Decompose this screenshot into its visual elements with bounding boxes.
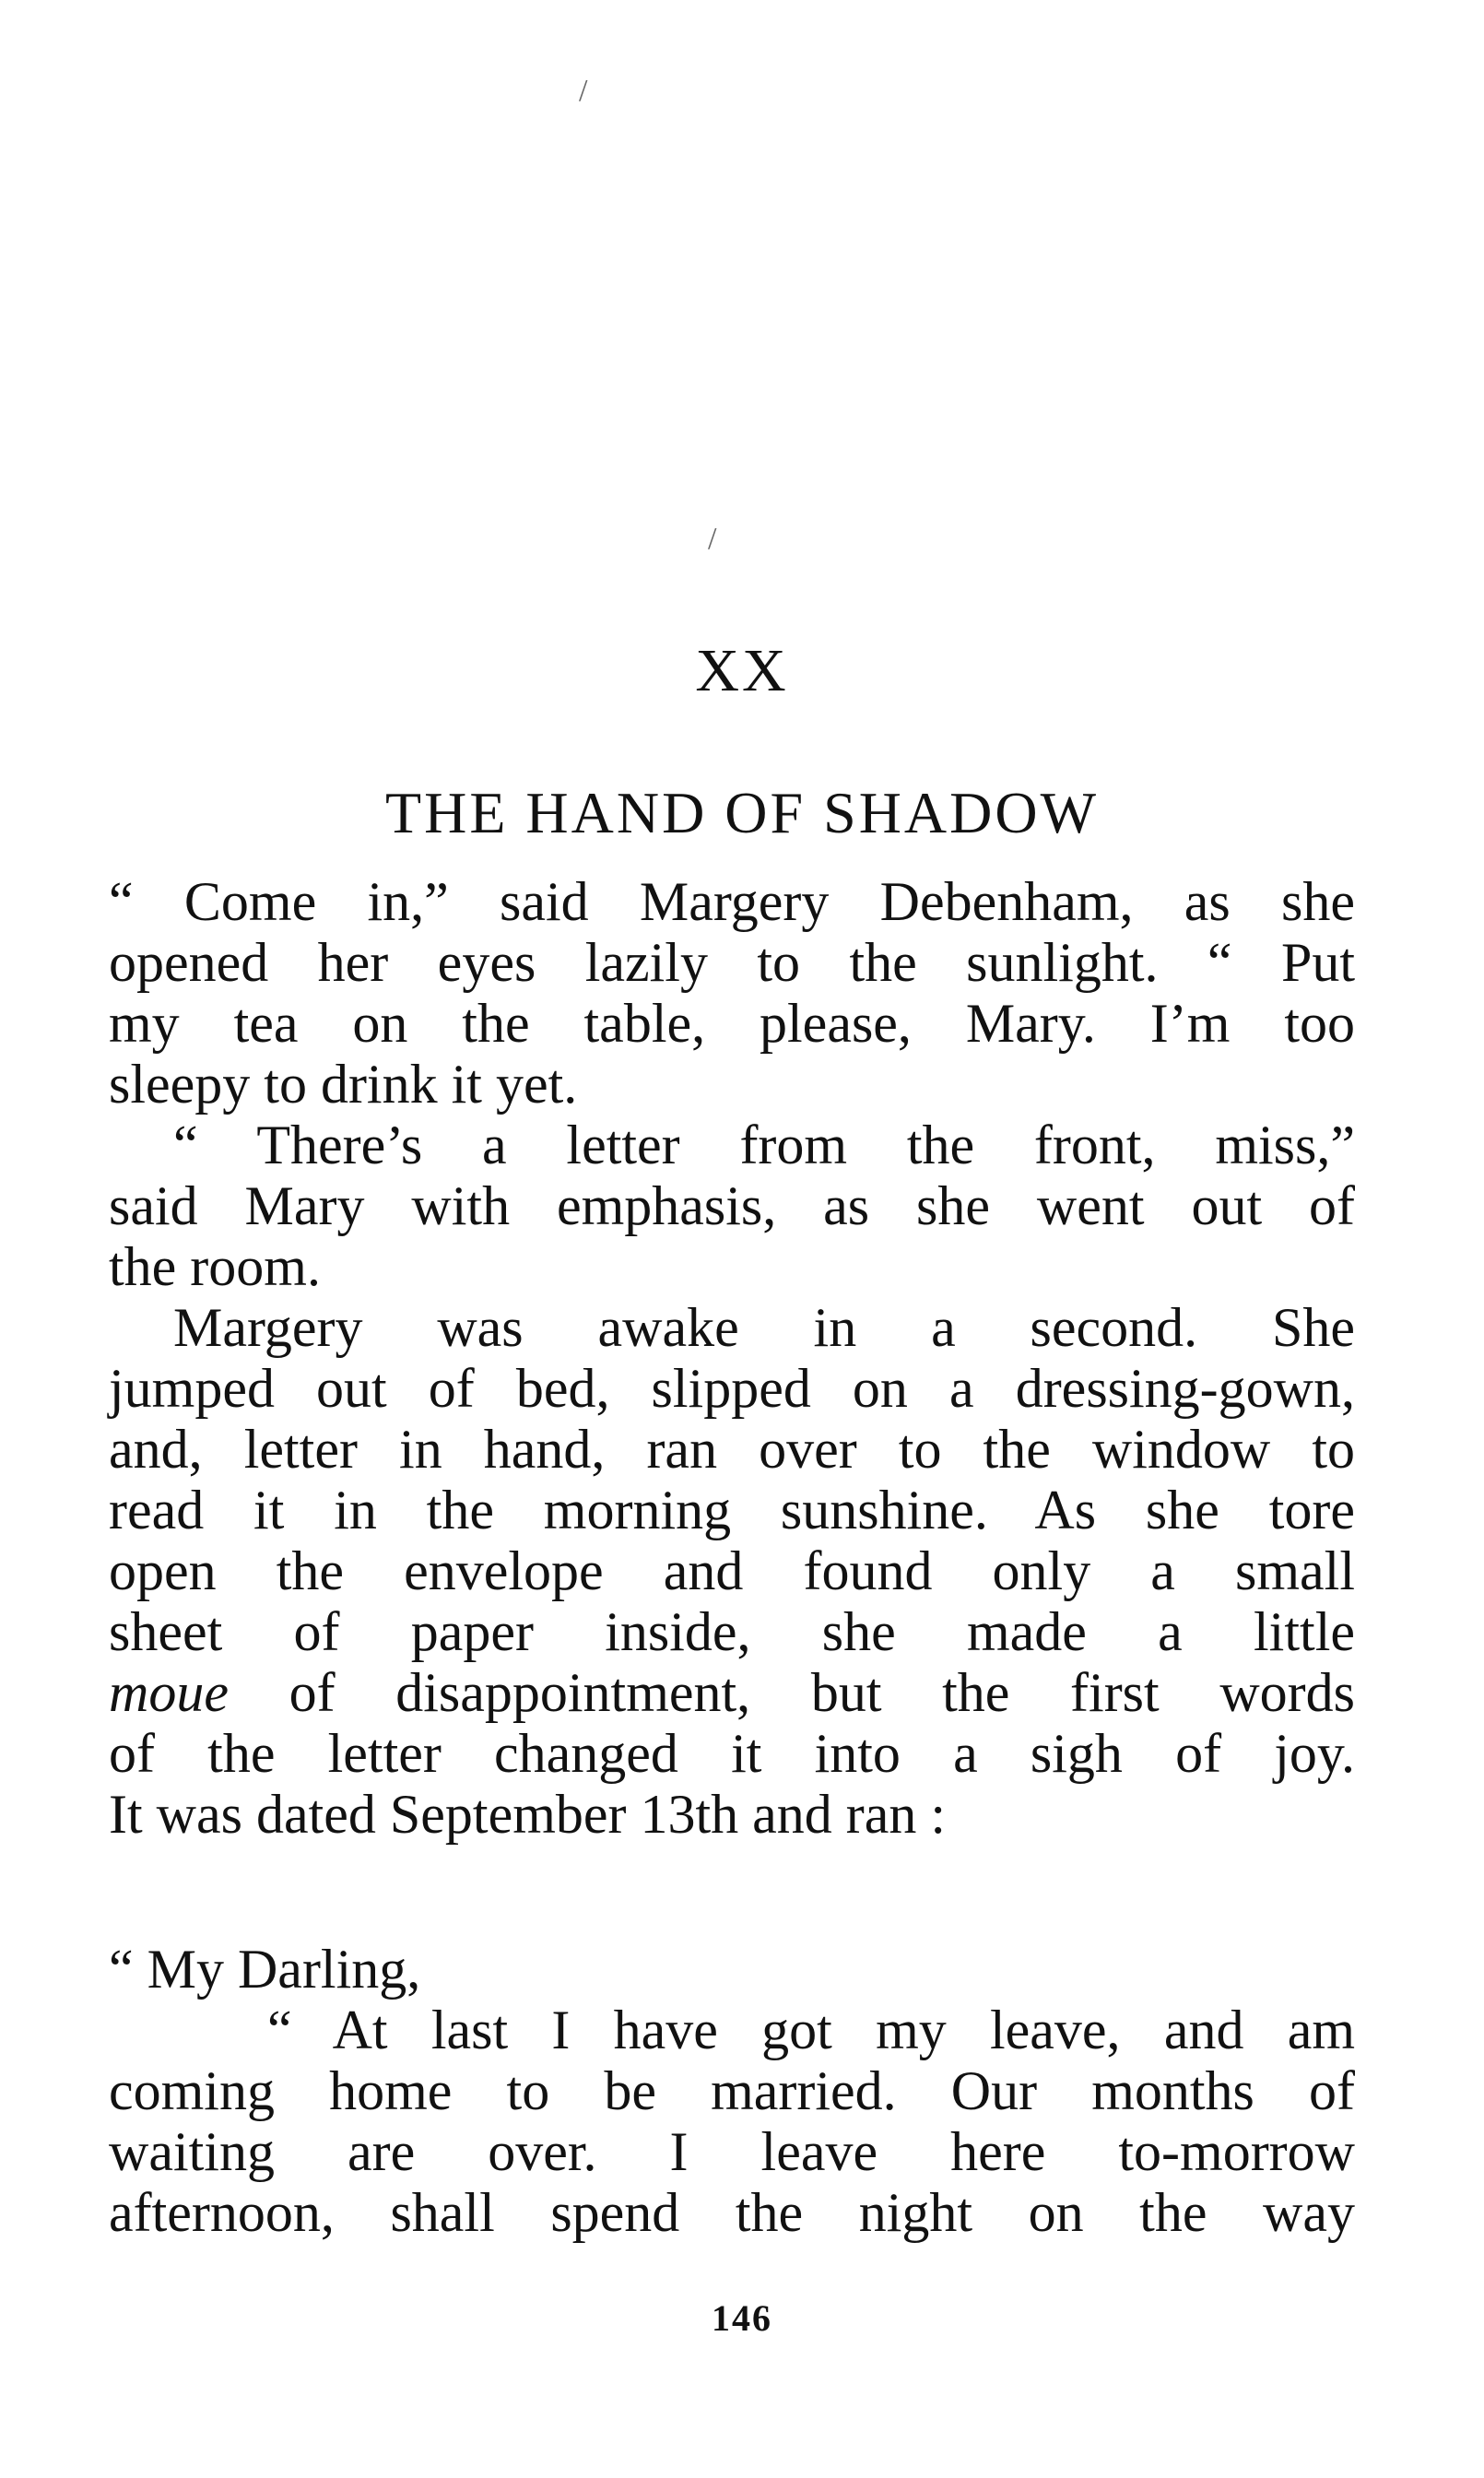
letter-salutation: “ My Darling, xyxy=(109,1939,421,2000)
chapter-body xyxy=(109,871,1355,1845)
page-number: 146 xyxy=(712,2297,772,2339)
paragraph-2-line-3: the room. xyxy=(109,1236,321,1297)
paragraph-1-line-4: sleepy to drink it yet. xyxy=(109,1054,578,1115)
paragraph-1-line-3: my tea on the table, please, Mary. I’m too xyxy=(109,993,1355,1054)
paragraph-1-line-1: “ Come in,” said Margery Debenham, as she xyxy=(109,871,1355,932)
paragraph-3-line-9: It was dated September 13th and ran : xyxy=(109,1784,947,1845)
letter-line-2: coming home to be married. Our months of xyxy=(109,2060,1355,2121)
paragraph-3-line-5: open the envelope and found only a small xyxy=(109,1540,1355,1601)
paragraph-2-line-2: said Mary with emphasis, as she went out of xyxy=(109,1175,1355,1236)
letter-line-1: “ At last I have got my leave, and am xyxy=(267,2000,1355,2060)
chapter-title: THE HAND OF SHADOW xyxy=(385,780,1099,845)
paragraph-3-line-7 xyxy=(109,1662,1355,1723)
chapter-number: XX xyxy=(695,637,789,704)
italic-word: moue xyxy=(109,1662,229,1723)
paragraph-3-line-1: Margery was awake in a second. She xyxy=(173,1297,1355,1358)
paragraph-3-line-6: sheet of paper inside, she made a little xyxy=(109,1601,1355,1662)
stray-mark-top: / xyxy=(579,74,588,108)
letter-line-4: afternoon, shall spend the night on the way xyxy=(109,2182,1355,2243)
paragraph-3-line-7-text: of disappointment, but the first words xyxy=(289,1662,1355,1723)
paragraph-3-line-8: of the letter changed it into a sigh of joy. xyxy=(109,1723,1355,1784)
paragraph-3-line-3: and, letter in hand, ran over to the window to xyxy=(109,1419,1355,1480)
paragraph-1-line-2: opened her eyes lazily to the sunlight. “ Put xyxy=(109,932,1355,993)
letter-line-3: waiting are over. I leave here to-morrow xyxy=(109,2121,1355,2182)
paragraph-3-line-4: read it in the morning sunshine. As she tore xyxy=(109,1480,1355,1540)
paragraph-3-line-2: jumped out of bed, slipped on a dressing-gown, xyxy=(109,1358,1355,1419)
paragraph-2-line-1: “ There’s a letter from the front, miss,” xyxy=(173,1115,1355,1175)
stray-mark-middle: / xyxy=(708,522,717,556)
letter-body xyxy=(109,1939,1355,2243)
